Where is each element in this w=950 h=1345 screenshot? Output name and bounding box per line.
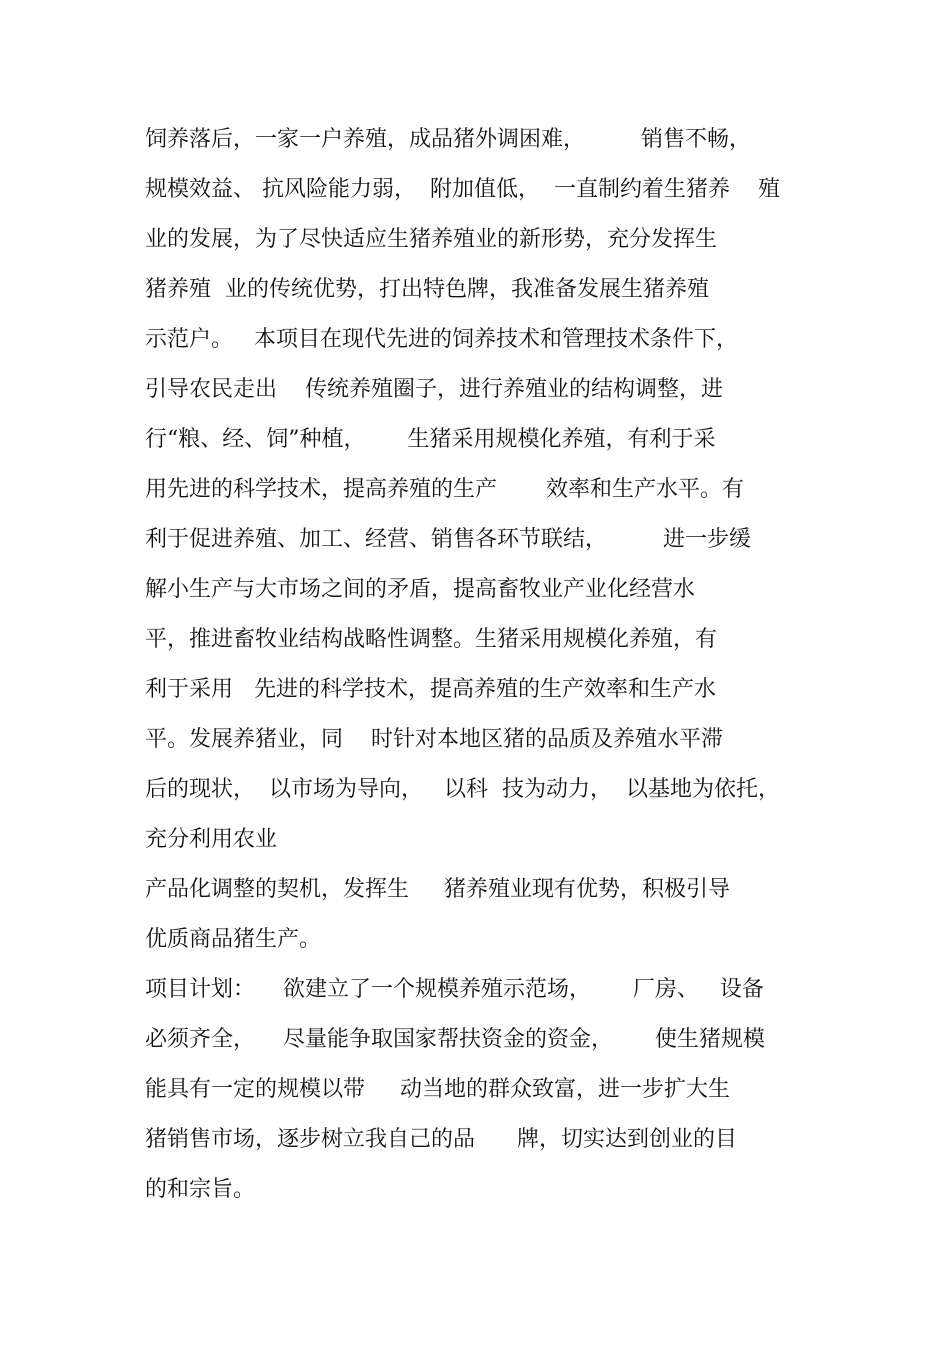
text-line: 项目计划： 欲建立了一个规模养殖示范场， 厂房、 设备 [145, 977, 764, 1002]
text-line: 利于促进养殖、加工、经营、销售各环节联结， 进一步缓 [145, 527, 751, 552]
text-line: 规模效益、 抗风险能力弱， 附加值低， 一直制约着生猪养 殖 [145, 177, 780, 202]
text-line: 猪销售市场，逐步树立我自己的品 牌，切实达到创业的目 [145, 1127, 737, 1152]
text-line: 猪养殖 业的传统优势，打出特色牌，我准备发展生猪养殖 [145, 277, 709, 302]
text-line: 业的发展，为了尽快适应生猪养殖业的新形势，充分发挥生 [145, 227, 718, 252]
text-line: 饲养落后，一家一户养殖，成品猪外调困难， 销售不畅， [145, 127, 751, 152]
text-line: 的和宗旨。 [145, 1177, 256, 1202]
text-line: 用先进的科学技术，提高养殖的生产 效率和生产水平。有 [145, 477, 744, 502]
text-line: 优质商品猪生产。 [145, 927, 322, 952]
text-line: 利于采用 先进的科学技术，提高养殖的生产效率和生产水 [145, 677, 716, 702]
text-line: 必须齐全， 尽量能争取国家帮扶资金的资金， 使生猪规模 [145, 1027, 765, 1052]
text-line: 平。发展养猪业，同 时针对本地区猪的品质及养殖水平滞 [145, 727, 723, 752]
text-line: 引导农民走出 传统养殖圈子，进行养殖业的结构调整，进 [145, 377, 723, 402]
text-line: 示范户。 本项目在现代先进的饲养技术和管理技术条件下， [145, 327, 738, 352]
text-line: 充分利用农业 [145, 827, 278, 852]
text-line: 产品化调整的契机，发挥生 猪养殖业现有优势，积极引导 [145, 877, 730, 902]
body-text [145, 120, 825, 1220]
text-line: 能具有一定的规模以带 动当地的群众致富，进一步扩大生 [145, 1077, 730, 1102]
text-line: 解小生产与大市场之间的矛盾，提高畜牧业产业化经营水 [145, 577, 696, 602]
text-line: 后的现状， 以市场为导向， 以科 技为动力， 以基地为依托， [145, 777, 780, 802]
text-line: 平，推进畜牧业结构战略性调整。生猪采用规模化养殖，有 [145, 627, 718, 652]
text-line: 行“粮、经、饲”种植， 生猪采用规模化养殖，有利于采 [145, 427, 716, 452]
